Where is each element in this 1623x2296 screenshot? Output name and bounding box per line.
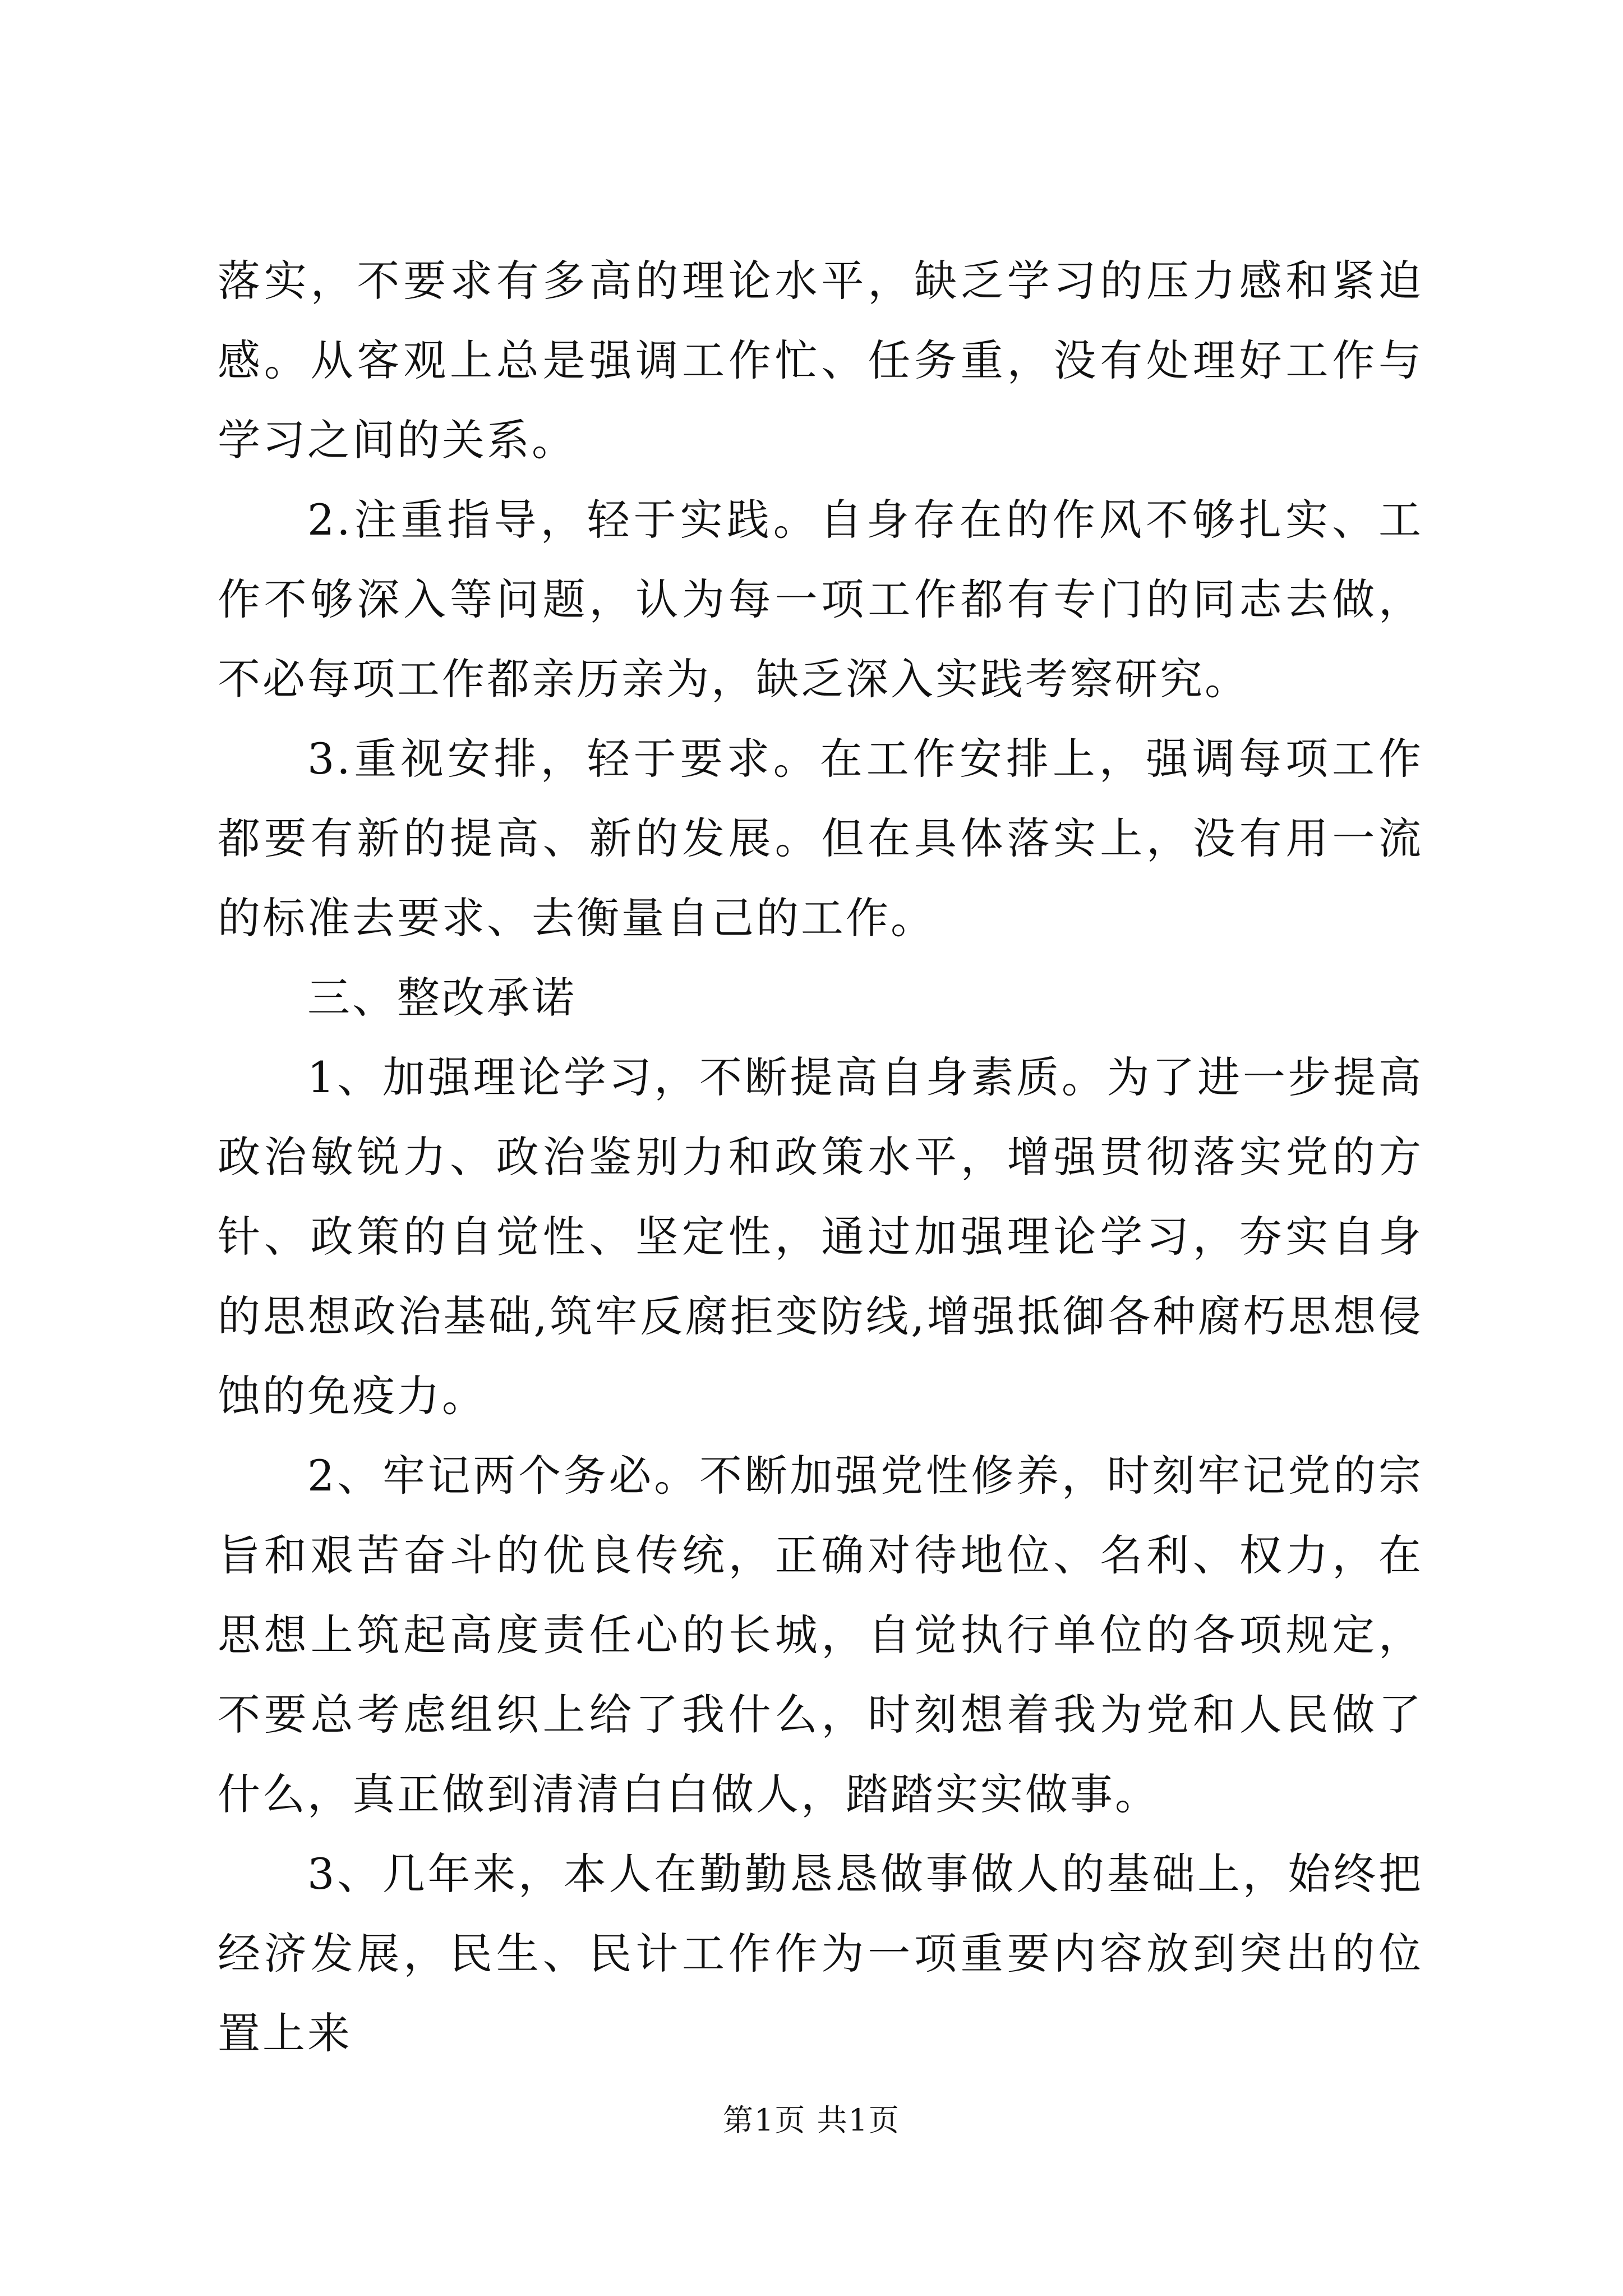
section-heading: 三、整改承诺: [307, 973, 577, 1023]
paragraph-5: 1、加强理论学习，不断提高自身素质。为了进一步提高政治敏锐力、政治鉴别力和政策水平，增强贯彻落实党的方针、政策的自觉性、坚定性，通过加强理论学习，夯实自身的思想政治基础,筑牢反腐拒变防线,增强抵御各种腐朽思想侵蚀的免疫力。: [218, 1052, 1423, 1421]
paragraph-3: 3.重视安排，轻于要求。在工作安排上，强调每项工作都要有新的提高、新的发展。但在具体落实上，没有用一流的标准去要求、去衡量自己的工作。: [218, 734, 1423, 943]
paragraph-6: 2、牢记两个务必。不断加强党性修养，时刻牢记党的宗旨和艰苦奋斗的优良传统，正确对待地位、名利、权力，在思想上筑起高度责任心的长城，自觉执行单位的各项规定，不要总考虑组织上给了我什么，时刻想着我为党和人民做了什么，真正做到清清白白做人，踏踏实实做事。: [218, 1451, 1423, 1819]
paragraph-2: 2.注重指导，轻于实践。自身存在的作风不够扎实、工作不够深入等问题，认为每一项工作都有专门的同志去做，不必每项工作都亲历亲为，缺乏深入实践考察研究。: [218, 495, 1423, 704]
paragraph-1: 落实，不要求有多高的理论水平，缺乏学习的压力感和紧迫感。从客观上总是强调工作忙、任务重，没有处理好工作与学习之间的关系。: [218, 256, 1423, 465]
paragraph-7: 3、几年来，本人在勤勤恳恳做事做人的基础上，始终把经济发展，民生、民计工作作为一项重要内容放到突出的位置上来: [218, 1849, 1423, 2058]
document-body: [218, 241, 1423, 2073]
page-footer: 第1页 共1页: [723, 2102, 900, 2138]
